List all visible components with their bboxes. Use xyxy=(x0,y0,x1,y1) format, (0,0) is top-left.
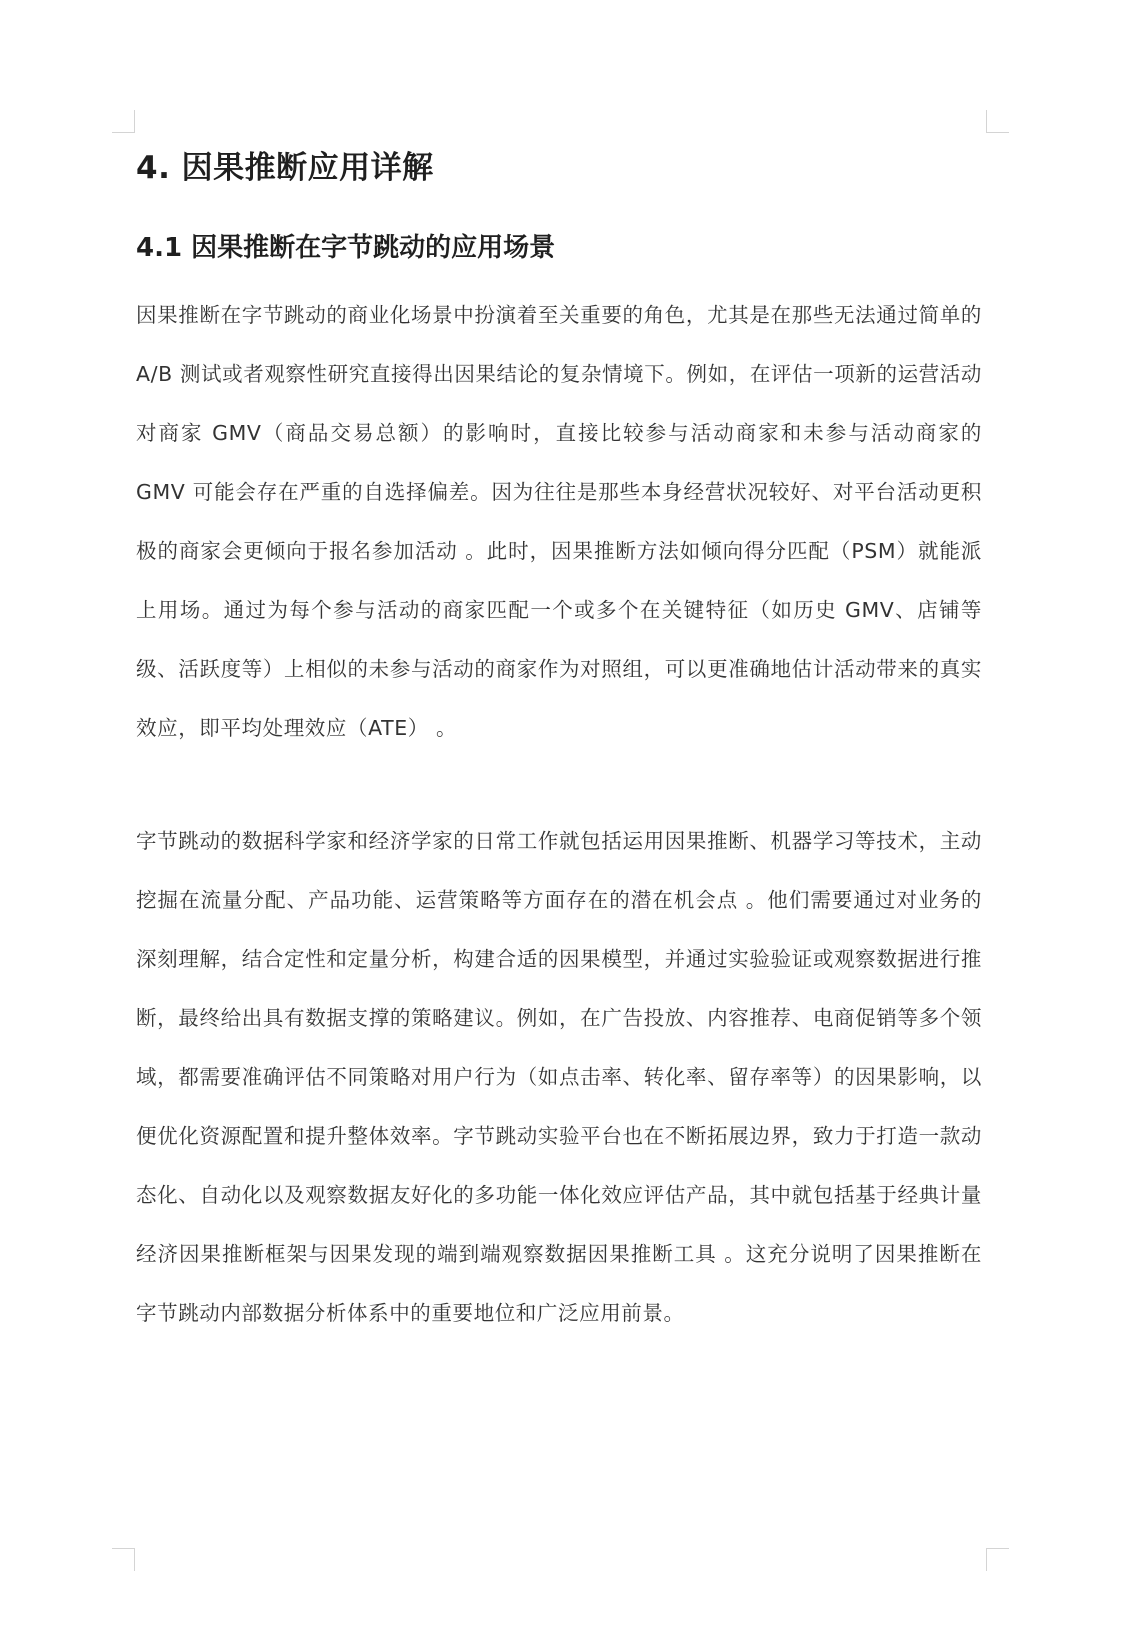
chapter-title: 4. 因果推断应用详解 xyxy=(136,150,434,186)
section-title: 4.1 因果推断在字节跳动的应用场景 xyxy=(136,233,556,263)
page-content xyxy=(136,148,982,1343)
crop-mark-bottom-right xyxy=(986,1548,1009,1571)
crop-mark-top-left xyxy=(112,110,135,133)
crop-mark-top-right xyxy=(986,110,1009,133)
body-paragraph-2: 字节跳动的数据科学家和经济学家的日常工作就包括运用因果推断、机器学习等技术，主动挖掘在流量分配、产品功能、运营策略等方面存在的潜在机会点 。他们需要通过对业务的深刻理解，结合定性和定量分析，构建合适的因果模型，并通过实验验证或观察数据进行推断，最终给出具有数据支撑的策略建议。例如，在广告投放、内容推荐、电商促销等多个领域，都需要准确评估不同策略对用户行为（如点击率、转化率、留存率等）的因果影响，以便优化资源配置和提升整体效率。字节跳动实验平台也在不断拓展边界，致力于打造一款动态化、自动化以及观察数据友好化的多功能一体化效应评估产品，其中就包括基于经典计量经济因果推断框架与因果发现的端到端观察数据因果推断工具 。这充分说明了因果推断在字节跳动内部数据分析体系中的重要地位和广泛应用前景。 xyxy=(136,829,982,1325)
body-paragraph-1: 因果推断在字节跳动的商业化场景中扮演着至关重要的角色，尤其是在那些无法通过简单的 A/B 测试或者观察性研究直接得出因果结论的复杂情境下。例如，在评估一项新的运营活动对商家 GMV（商品交易总额）的影响时，直接比较参与活动商家和未参与活动商家的 GMV 可能会存在严重的自选择偏差。因为往往是那些本身经营状况较好、对平台活动更积极的商家会更倾向于报名参加活动 。此时，因果推断方法如倾向得分匹配（PSM）就能派上用场。通过为每个参与活动的商家匹配一个或多个在关键特征（如历史 GMV、店铺等级、活跃度等）上相似的未参与活动的商家作为对照组，可以更准确地估计活动带来的真实效应，即平均处理效应（ATE） 。 xyxy=(136,303,982,740)
crop-mark-bottom-left xyxy=(112,1548,135,1571)
